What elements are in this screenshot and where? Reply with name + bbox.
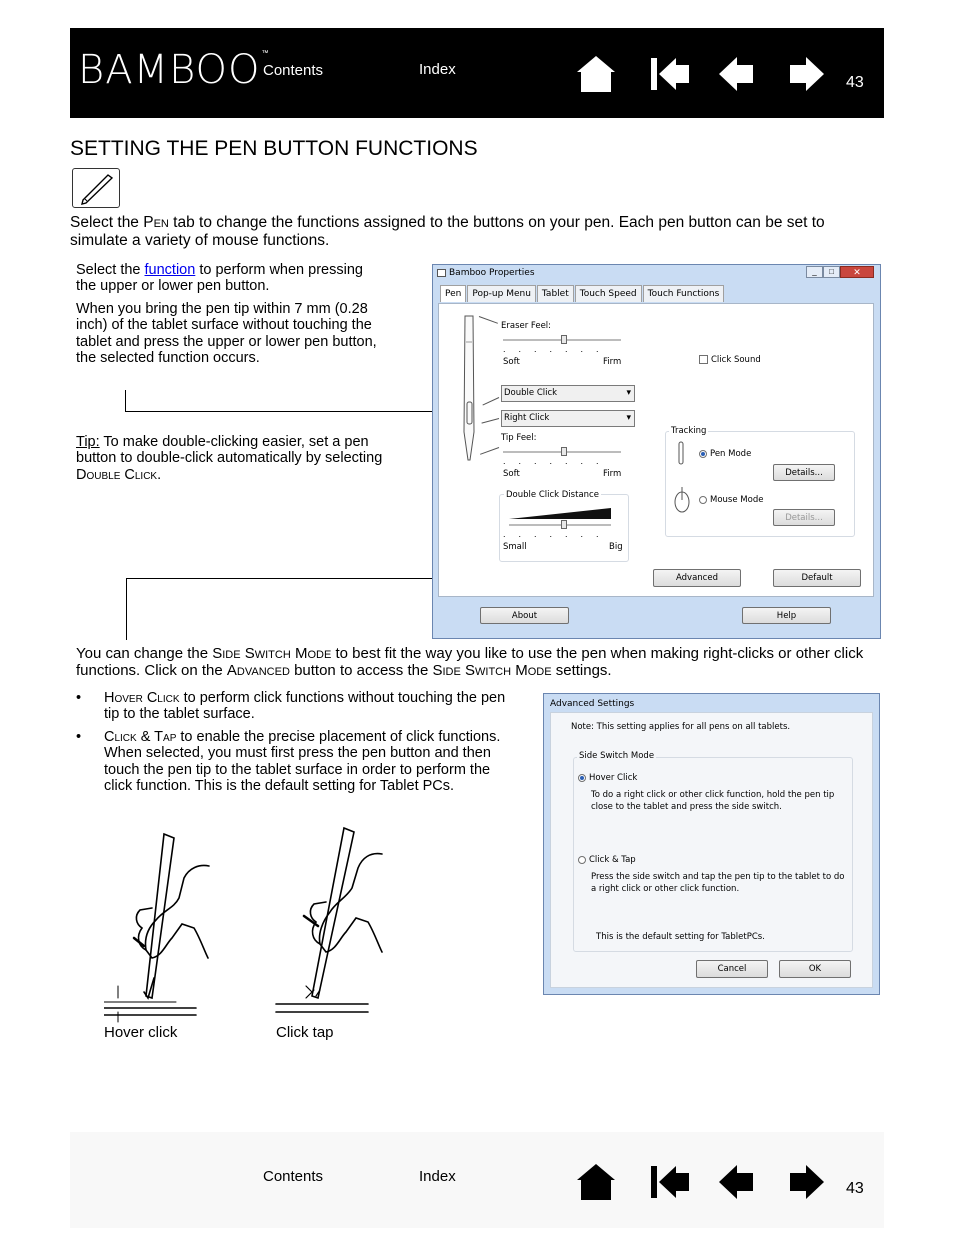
home-icon[interactable] xyxy=(574,52,618,96)
bamboo-properties-dialog xyxy=(432,264,881,639)
previous-page-icon[interactable] xyxy=(715,1160,759,1204)
click-tap-radio[interactable]: Click & Tap xyxy=(578,855,636,865)
leader-line xyxy=(479,316,498,324)
side-switch-paragraph: You can change the Side Switch Mode to best fit the way you like to use the pen when making right-clicks or other click functions. Click on the Advanced button to access the Side Switch Mode settings. xyxy=(76,645,864,679)
index-link[interactable]: Index xyxy=(419,61,456,78)
first-page-icon[interactable] xyxy=(648,52,692,96)
double-click-distance-thumb[interactable] xyxy=(561,520,567,529)
click-tap-bullet: Click & Tap to enable the precise placement of click functions. When selected, you must first press the pen button and then touch the pen tip to the tablet surface in order to perform the click function. This is the default setting for Tablet PCs. xyxy=(104,729,501,794)
upper-button-select[interactable]: Double Click ▾ xyxy=(501,385,635,402)
advanced-button[interactable]: Advanced xyxy=(653,569,741,587)
mouse-mode-icon xyxy=(673,487,691,518)
pen-icon xyxy=(72,168,120,208)
eraser-feel-label: Eraser Feel: xyxy=(501,321,552,331)
default-button[interactable]: Default xyxy=(773,569,861,587)
lower-button-select[interactable]: Right Click ▾ xyxy=(501,410,635,427)
tab-touch-functions[interactable]: Touch Functions xyxy=(643,285,725,302)
callout-line xyxy=(125,390,126,412)
leader-line xyxy=(480,447,499,455)
soft-label: Soft xyxy=(503,469,520,479)
bullet-dot: • xyxy=(76,729,82,745)
previous-page-icon[interactable] xyxy=(715,52,759,96)
slider-ticks: ....... xyxy=(503,344,612,354)
hover-click-bullet: Hover Click to perform click functions without touching the pen tip to the tablet surface. xyxy=(104,690,506,723)
click-tap-caption: Click tap xyxy=(276,1024,334,1041)
click-tap-illustration xyxy=(274,826,386,1027)
hover-note: When you bring the pen tip within 7 mm (0.28 inch) of the tablet surface without touching the tablet and press the upper or lower pen button, the selected function occurs. xyxy=(76,301,377,366)
double-click-distance-label: Double Click Distance xyxy=(506,490,599,500)
page-footer xyxy=(70,1132,884,1228)
callout-line xyxy=(126,578,127,640)
tab-pen[interactable]: Pen xyxy=(440,285,466,302)
next-page-icon[interactable] xyxy=(784,52,828,96)
small-label: Small xyxy=(503,542,527,552)
tab-tablet[interactable]: Tablet xyxy=(537,285,574,302)
tab-popup-menu[interactable]: Pop-up Menu xyxy=(467,285,536,302)
section-title: SETTING THE PEN BUTTON FUNCTIONS xyxy=(70,137,478,160)
dialog-title-bar: Bamboo Properties xyxy=(437,268,535,278)
slider-ticks: ....... xyxy=(503,456,612,466)
tip-feel-thumb[interactable] xyxy=(561,447,567,456)
pen-mode-icon xyxy=(677,441,685,470)
help-button[interactable]: Help xyxy=(742,607,831,624)
advanced-settings-dialog xyxy=(543,693,880,995)
firm-label: Firm xyxy=(603,357,622,367)
distance-ramp xyxy=(509,506,611,525)
tip-note: Tip: To make double-clicking easier, set a pen button to double-click automatically by selecting Double Click. xyxy=(76,434,383,483)
home-icon[interactable] xyxy=(574,1160,618,1204)
hover-click-description: To do a right click or other click function, hold the pen tip close to the tablet and press the side switch. xyxy=(591,790,835,812)
side-switch-mode-label: Side Switch Mode xyxy=(579,751,655,761)
about-button[interactable]: About xyxy=(480,607,569,624)
bullet-dot: • xyxy=(76,690,82,706)
contents-link[interactable]: Contents xyxy=(263,1168,324,1185)
tab-bar xyxy=(440,285,724,302)
leader-line xyxy=(482,397,499,406)
page-number: 43 xyxy=(846,74,864,91)
bamboo-logo: BAMBOO™ xyxy=(78,47,270,93)
hover-click-radio[interactable]: Hover Click xyxy=(578,773,637,783)
pen-mode-radio[interactable]: Pen Mode xyxy=(699,449,751,459)
close-button[interactable]: ✕ xyxy=(840,266,874,278)
tracking-label: Tracking xyxy=(671,426,707,436)
click-sound-checkbox[interactable]: Click Sound xyxy=(699,355,761,365)
page-header xyxy=(70,28,884,118)
intro-paragraph: Select the Pen tab to change the functions assigned to the buttons on your pen. Each pen button can be set to simulate a variety of mouse functions. xyxy=(70,214,825,249)
mouse-details-button[interactable]: Details... xyxy=(773,509,835,526)
tab-touch-speed[interactable]: Touch Speed xyxy=(575,285,642,302)
next-page-icon[interactable] xyxy=(784,1160,828,1204)
mouse-mode-radio[interactable]: Mouse Mode xyxy=(699,495,763,505)
slider-ticks: ....... xyxy=(503,529,612,539)
big-label: Big xyxy=(609,542,623,552)
maximize-button[interactable]: □ xyxy=(823,266,840,278)
cancel-button[interactable]: Cancel xyxy=(696,960,768,978)
eraser-feel-thumb[interactable] xyxy=(561,335,567,344)
index-link[interactable]: Index xyxy=(419,1168,456,1185)
function-link[interactable]: function xyxy=(144,262,196,278)
pen-details-button[interactable]: Details... xyxy=(773,464,835,481)
first-page-icon[interactable] xyxy=(648,1160,692,1204)
default-note: This is the default setting for TabletPCs. xyxy=(596,932,765,942)
contents-link[interactable]: Contents xyxy=(263,62,324,79)
ok-button[interactable]: OK xyxy=(779,960,851,978)
soft-label: Soft xyxy=(503,357,520,367)
page-number: 43 xyxy=(846,1180,864,1197)
hover-click-caption: Hover click xyxy=(104,1024,178,1041)
dialog-title-bar: Advanced Settings xyxy=(550,699,635,709)
firm-label: Firm xyxy=(603,469,622,479)
leader-line xyxy=(481,418,499,424)
tip-feel-label: Tip Feel: xyxy=(501,433,537,443)
note-text: Note: This setting applies for all pens on all tablets. xyxy=(571,722,791,732)
click-tap-description: Press the side switch and tap the pen tip to the tablet to do a right click or other click function. xyxy=(591,872,845,894)
pen-tab-panel xyxy=(438,303,874,597)
hover-click-illustration xyxy=(104,828,212,1029)
double-click-distance-slider[interactable] xyxy=(509,524,611,526)
pen-image xyxy=(459,312,479,467)
minimize-button[interactable]: _ xyxy=(806,266,823,278)
function-note: Select the function to perform when pressing the upper or lower pen button. xyxy=(76,262,363,295)
advanced-panel xyxy=(550,712,873,988)
